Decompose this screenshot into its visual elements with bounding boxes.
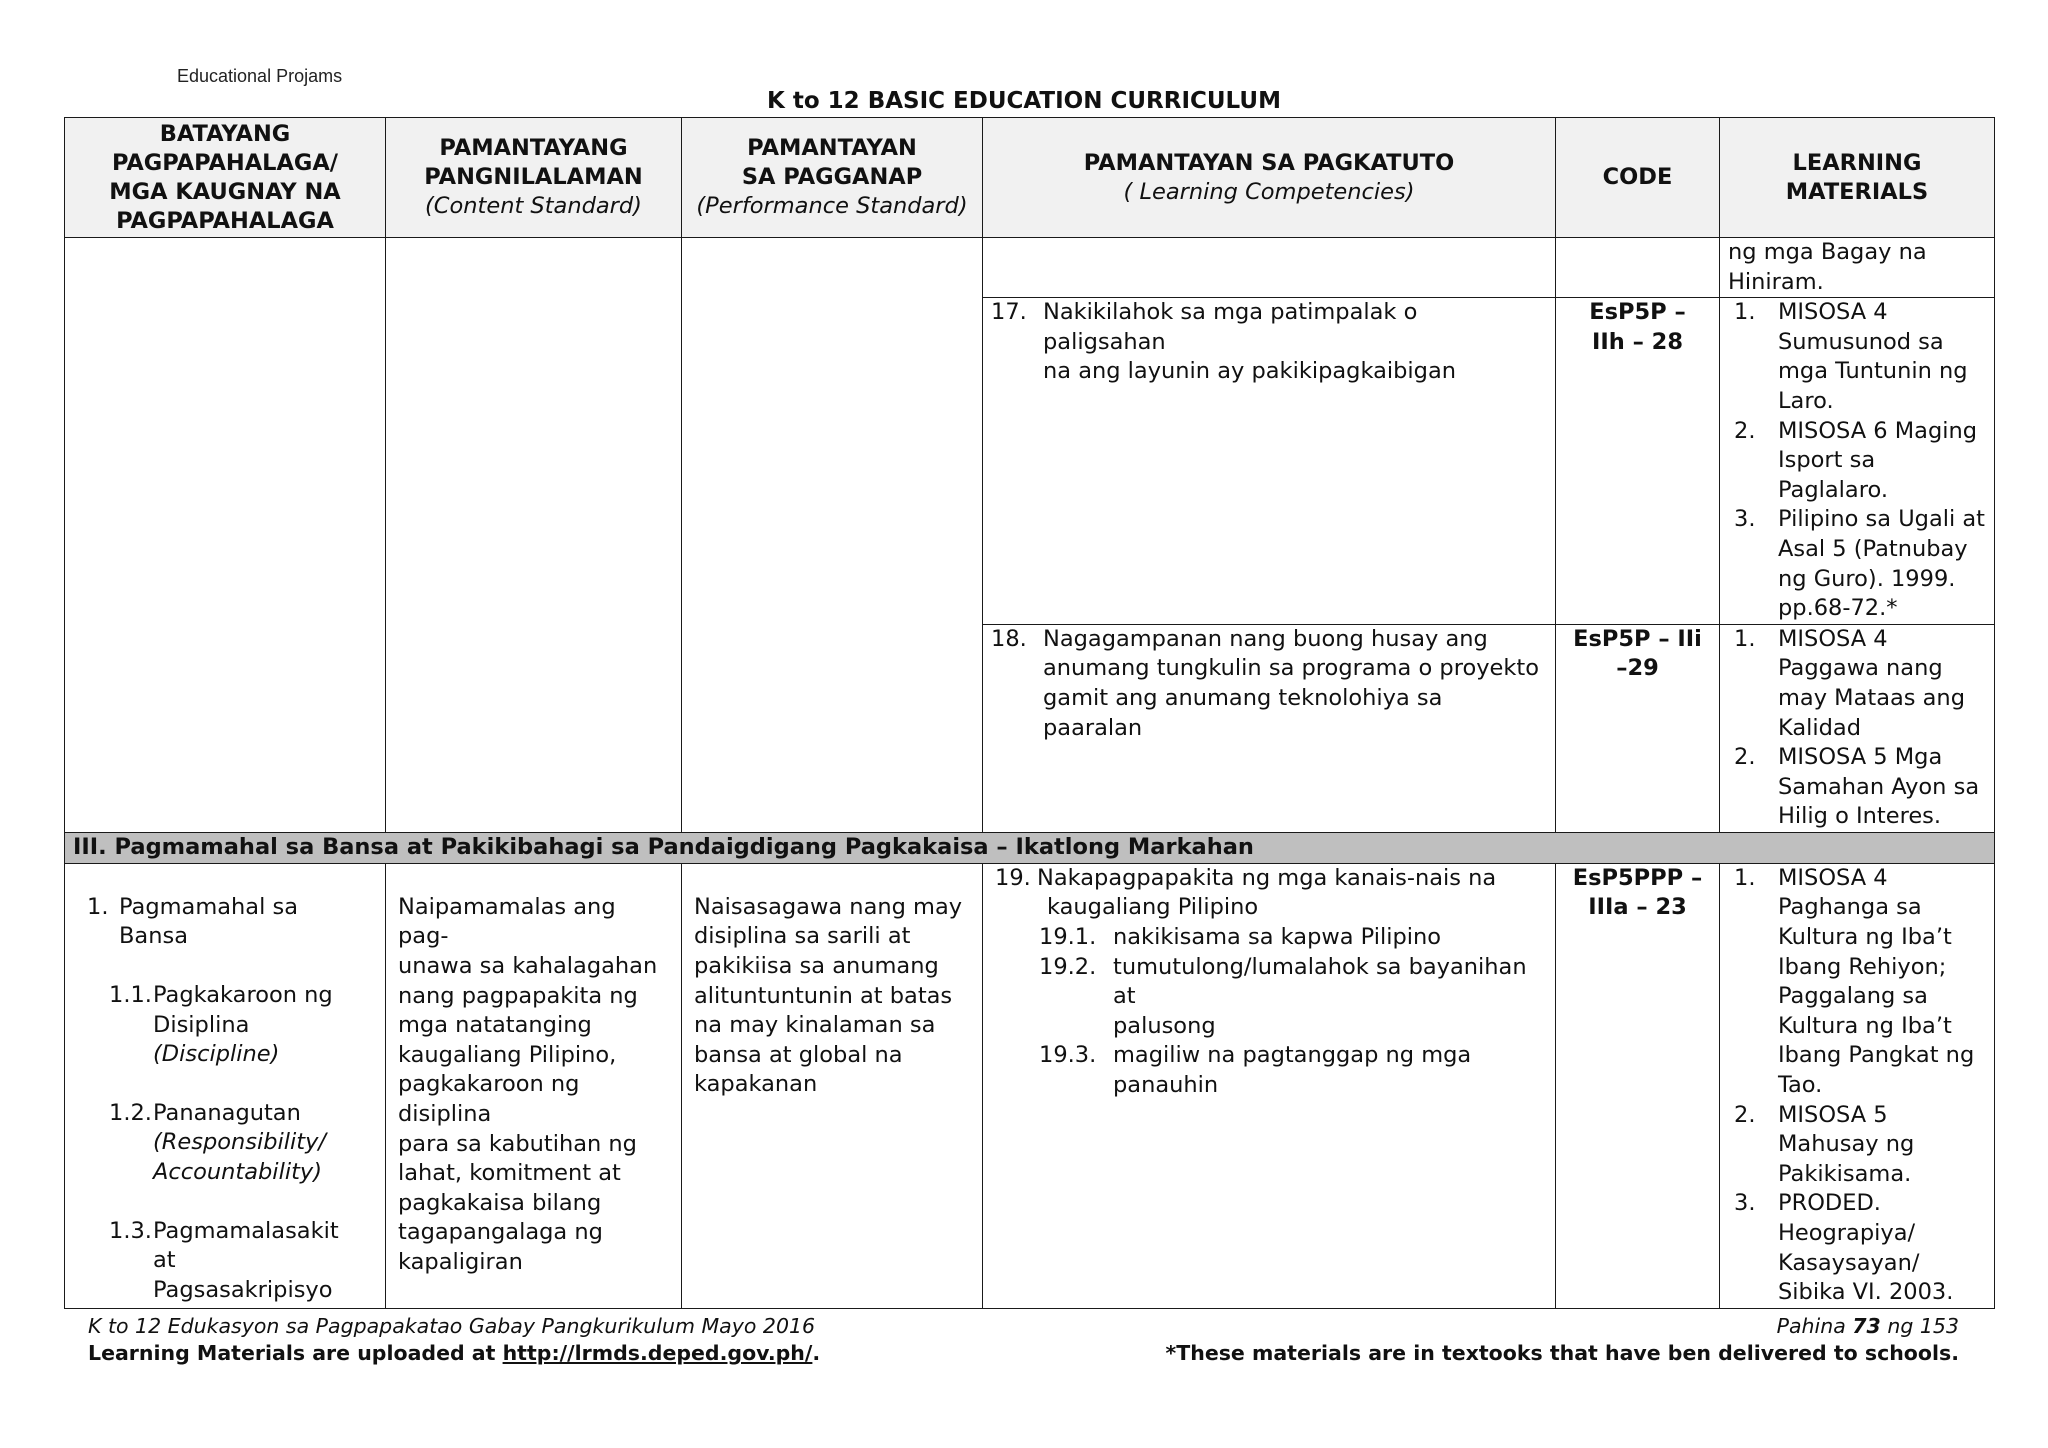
- header-learning-materials: LEARNING MATERIALS: [1720, 118, 1995, 238]
- performance-standard-cell-empty: [682, 238, 983, 833]
- list-item: 3. Pilipino sa Ugali at Asal 5 (Patnubay ng Guro). 1999. pp.68-72.*: [1734, 506, 1986, 622]
- competency-cell-empty: [983, 238, 1556, 298]
- section-title: III. Pagmamahal sa Bansa at Pakikibahagi sa Pandaigdigang Pagkakaisa – Ikatlong Markahan: [65, 832, 1995, 863]
- header-performance-standard: PAMANTAYAN SA PAGGANAP (Performance Standard): [682, 118, 983, 238]
- list-item: 19.1. nakikisama sa kapwa Pilipino: [1039, 924, 1442, 951]
- list-item: 2. MISOSA 5 Mga Samahan Ayon sa Hilig o Interes.: [1734, 744, 1980, 830]
- code-cell: EsP5PPP – IIIa – 23: [1556, 863, 1720, 1308]
- materials-cell: [1720, 863, 1995, 1308]
- values-cell-empty: [65, 238, 386, 833]
- content-standard-cell-empty: [386, 238, 682, 833]
- section-header-row: [65, 832, 1995, 863]
- curriculum-table: [64, 117, 1995, 1309]
- table-row: [65, 238, 1995, 298]
- footer-upload-note: Learning Materials are uploaded at http://lrmds.deped.gov.ph/.: [88, 1341, 821, 1365]
- list-item: 2. MISOSA 5 Mahusay ng Pakikisama.: [1734, 1101, 1915, 1187]
- content-standard-cell: Naipamamalas ang pag- unawa sa kahalagahan nang pagpapakita ng mga natatanging kaugaliang Pilipino, pagkakaroon ng disiplina para sa kabutihan ng lahat, komitment at pagkakaisa bilang tagapangalaga ng kapaligiran: [386, 863, 682, 1308]
- competency-cell: 18. Nagagampanan nang buong husay ang anumang tungkulin sa programa o proyekto gamit ang anumang teknolohiya sa paaralan: [983, 624, 1556, 832]
- list-item: 19.2. tumutulong/lumalahok sa bayanihan at palusong: [1039, 953, 1527, 1039]
- header-code: CODE: [1556, 118, 1720, 238]
- document-title: K to 12 BASIC EDUCATION CURRICULUM: [767, 88, 1281, 114]
- header-core-values: BATAYANG PAGPAPAHALAGA/ MGA KAUGNAY NA PAGPAPAHALAGA: [65, 118, 386, 238]
- values-cell: 1. Pagmamahal sa Bansa 1.1. Pagkakaroon ng Disiplina (Discipline) 1.2. Pananagutan (Responsibility/ Accountability) 1.3. Pagmamalasakit at Pagsasakripisyo: [65, 863, 386, 1308]
- footer-left: [88, 1313, 820, 1367]
- list-item: 1. MISOSA 4 Paghanga sa Kultura ng Iba’t Ibang Rehiyon; Paggalang sa Kultura ng Iba’t Ibang Pangkat ng Tao.: [1734, 864, 1975, 1099]
- materials-cell: [1720, 624, 1995, 832]
- header-learning-competencies: PAMANTAYAN SA PAGKATUTO ( Learning Competencies): [983, 118, 1556, 238]
- footer-materials-note: *These materials are in textooks that have ben delivered to schools.: [1165, 1341, 1959, 1365]
- list-item: 1. MISOSA 4 Sumusunod sa mga Tuntunin ng Laro.: [1734, 299, 1968, 414]
- code-cell: EsP5P – IIh – 28: [1556, 298, 1720, 625]
- footer-document-name: K to 12 Edukasyon sa Pagpapakatao Gabay Pangkurikulum Mayo 2016: [88, 1314, 816, 1338]
- competency-cell: 17. Nakikilahok sa mga patimpalak o paligsahan na ang layunin ay pakikipagkaibigan: [983, 298, 1556, 625]
- performance-standard-cell: Naisasagawa nang may disiplina sa sarili at pakikiisa sa anumang alituntuntunin at batas na may kinalaman sa bansa at global na kapakanan: [682, 863, 983, 1308]
- table-header-row: [65, 118, 1995, 238]
- list-item: 19.3. magiliw na pagtanggap ng mga panauhin: [1039, 1042, 1472, 1099]
- footer-right: [1166, 1313, 1959, 1367]
- page-number: Pahina 73 ng 153: [1776, 1314, 1959, 1338]
- list-item: 3. PRODED. Heograpiya/ Kasaysayan/ Sibika VI. 2003.: [1734, 1190, 1954, 1306]
- list-item: 2. MISOSA 6 Maging Isport sa Paglalaro.: [1734, 417, 1978, 503]
- materials-cell: [1720, 298, 1995, 625]
- table-row: [65, 863, 1995, 1308]
- competency-cell: 19. Nakapagpapakita ng mga kanais-nais na kaugaliang Pilipino 19.1. nakikisama sa kapwa Pilipino 19.2. tumutulong/lumalahok sa bayanihan at palusong 19.3. magiliw na pagtanggap ng mga panauhin: [983, 863, 1556, 1308]
- code-cell: EsP5P – IIi –29: [1556, 624, 1720, 832]
- code-cell-empty: [1556, 238, 1720, 298]
- watermark-text: Educational Projams: [177, 66, 343, 86]
- materials-cell: ng mga Bagay na Hiniram.: [1720, 238, 1995, 298]
- list-item: 1. MISOSA 4 Paggawa nang may Mataas ang Kalidad: [1734, 625, 1965, 741]
- header-content-standard: PAMANTAYANG PANGNILALAMAN (Content Standard): [386, 118, 682, 238]
- lrmds-link[interactable]: http://lrmds.deped.gov.ph/: [502, 1341, 813, 1365]
